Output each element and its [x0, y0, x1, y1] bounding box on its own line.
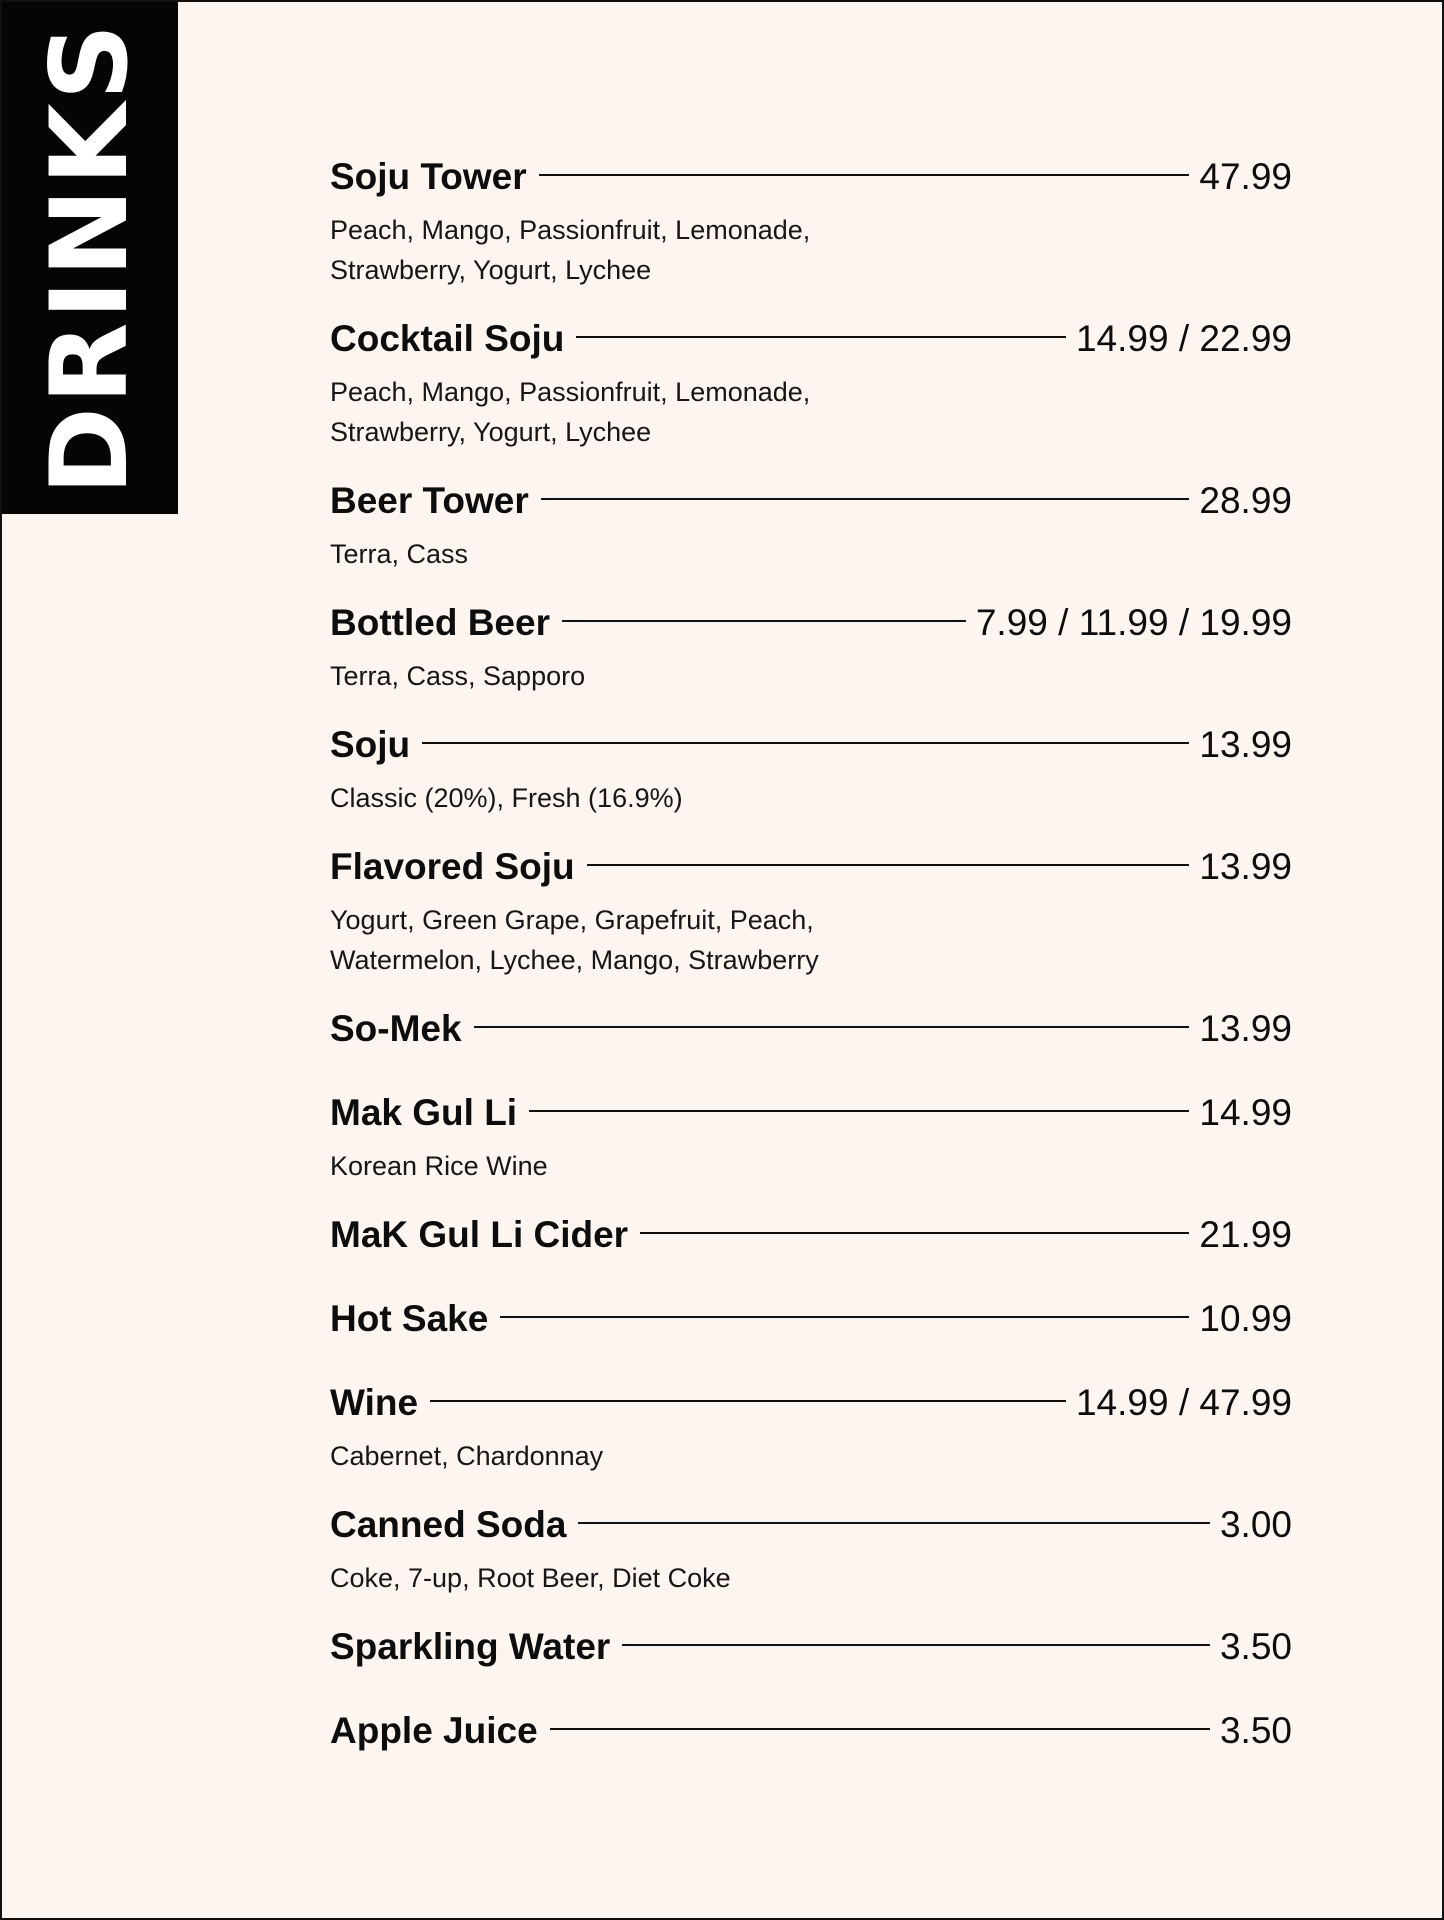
item-description-line: Cabernet, Chardonnay	[330, 1441, 604, 1471]
menu-item	[330, 1292, 1292, 1346]
menu-item-row	[330, 1292, 1292, 1346]
item-name: MaK Gul Li Cider	[330, 1214, 629, 1255]
menu-item-row	[330, 1376, 1292, 1430]
leader-line	[541, 498, 1190, 500]
menu-item-row	[330, 1208, 1292, 1262]
item-description-line: Peach, Mango, Passionfruit, Lemonade,	[330, 215, 811, 245]
menu-item	[330, 150, 1292, 290]
item-price: 14.99 / 22.99	[1075, 318, 1292, 359]
leader-line	[550, 1728, 1210, 1730]
item-price: 21.99	[1199, 1214, 1292, 1255]
item-price: 14.99 / 47.99	[1075, 1382, 1292, 1423]
menu-item-row	[330, 1704, 1292, 1758]
item-description-line: Classic (20%), Fresh (16.9%)	[330, 783, 683, 813]
menu-item	[330, 312, 1292, 452]
leader-line	[578, 1522, 1210, 1524]
item-description-line: Terra, Cass, Sapporo	[330, 661, 586, 691]
menu-item	[330, 1376, 1292, 1476]
leader-line	[576, 336, 1066, 338]
menu-item-row	[330, 596, 1292, 650]
item-name: Mak Gul Li	[330, 1092, 518, 1133]
item-name: Soju Tower	[330, 156, 527, 197]
item-price: 13.99	[1199, 724, 1292, 765]
menu-item-row	[330, 1620, 1292, 1674]
menu-item	[330, 718, 1292, 818]
item-name: So-Mek	[330, 1008, 462, 1049]
item-description	[330, 534, 1292, 574]
leader-line	[539, 174, 1190, 176]
item-name: Wine	[330, 1382, 419, 1423]
item-price: 13.99	[1199, 1008, 1292, 1049]
page-title: DRINKS	[28, 20, 151, 496]
item-name: Cocktail Soju	[330, 318, 565, 359]
item-description	[330, 1146, 1292, 1186]
item-price: 10.99	[1199, 1298, 1292, 1339]
item-name: Sparkling Water	[330, 1626, 611, 1667]
menu-item-row	[330, 1498, 1292, 1552]
menu-item	[330, 1620, 1292, 1674]
menu-item	[330, 1208, 1292, 1262]
leader-line	[622, 1644, 1210, 1646]
leader-line	[562, 620, 966, 622]
leader-line	[640, 1232, 1189, 1234]
item-price: 47.99	[1199, 156, 1292, 197]
item-price: 3.00	[1219, 1504, 1292, 1545]
menu-item-row	[330, 718, 1292, 772]
item-price: 3.50	[1219, 1626, 1292, 1667]
menu-item	[330, 1002, 1292, 1056]
item-description	[330, 1558, 1292, 1598]
leader-line	[474, 1026, 1190, 1028]
menu-item	[330, 840, 1292, 980]
item-price: 3.50	[1219, 1710, 1292, 1751]
menu-item-row	[330, 1002, 1292, 1056]
item-description-line: Strawberry, Yogurt, Lychee	[330, 417, 652, 447]
leader-line	[529, 1110, 1189, 1112]
item-description	[330, 656, 1292, 696]
leader-line	[422, 742, 1189, 744]
leader-line	[500, 1316, 1189, 1318]
item-description	[330, 778, 1292, 818]
menu-item-row	[330, 150, 1292, 204]
menu-item	[330, 596, 1292, 696]
item-description-line: Korean Rice Wine	[330, 1151, 548, 1181]
item-description-line: Terra, Cass	[330, 539, 469, 569]
menu-item	[330, 1498, 1292, 1598]
item-description-line: Yogurt, Green Grape, Grapefruit, Peach,	[330, 905, 814, 935]
item-description-line: Watermelon, Lychee, Mango, Strawberry	[330, 945, 819, 975]
item-name: Hot Sake	[330, 1298, 489, 1339]
item-description-line: Peach, Mango, Passionfruit, Lemonade,	[330, 377, 811, 407]
item-name: Flavored Soju	[330, 846, 575, 887]
item-price: 7.99 / 11.99 / 19.99	[975, 602, 1292, 643]
leader-line	[587, 864, 1190, 866]
menu-item-row	[330, 1086, 1292, 1140]
menu-item	[330, 1086, 1292, 1186]
item-name: Beer Tower	[330, 480, 529, 521]
item-price: 13.99	[1199, 846, 1292, 887]
item-description-line: Strawberry, Yogurt, Lychee	[330, 255, 652, 285]
item-description	[330, 1436, 1292, 1476]
item-name: Canned Soda	[330, 1504, 567, 1545]
leader-line	[430, 1400, 1066, 1402]
menu-item	[330, 474, 1292, 574]
item-price: 14.99	[1199, 1092, 1292, 1133]
item-price: 28.99	[1199, 480, 1292, 521]
item-name: Apple Juice	[330, 1710, 538, 1751]
item-description-line: Coke, 7-up, Root Beer, Diet Coke	[330, 1563, 731, 1593]
item-description	[330, 372, 1292, 452]
menu-item	[330, 1704, 1292, 1758]
item-description	[330, 900, 1292, 980]
menu-item-row	[330, 312, 1292, 366]
item-description	[330, 210, 1292, 290]
menu-item-row	[330, 840, 1292, 894]
menu-item-row	[330, 474, 1292, 528]
item-name: Soju	[330, 724, 411, 765]
drinks-list	[330, 150, 1292, 1788]
item-name: Bottled Beer	[330, 602, 550, 643]
title-band	[2, 2, 178, 514]
